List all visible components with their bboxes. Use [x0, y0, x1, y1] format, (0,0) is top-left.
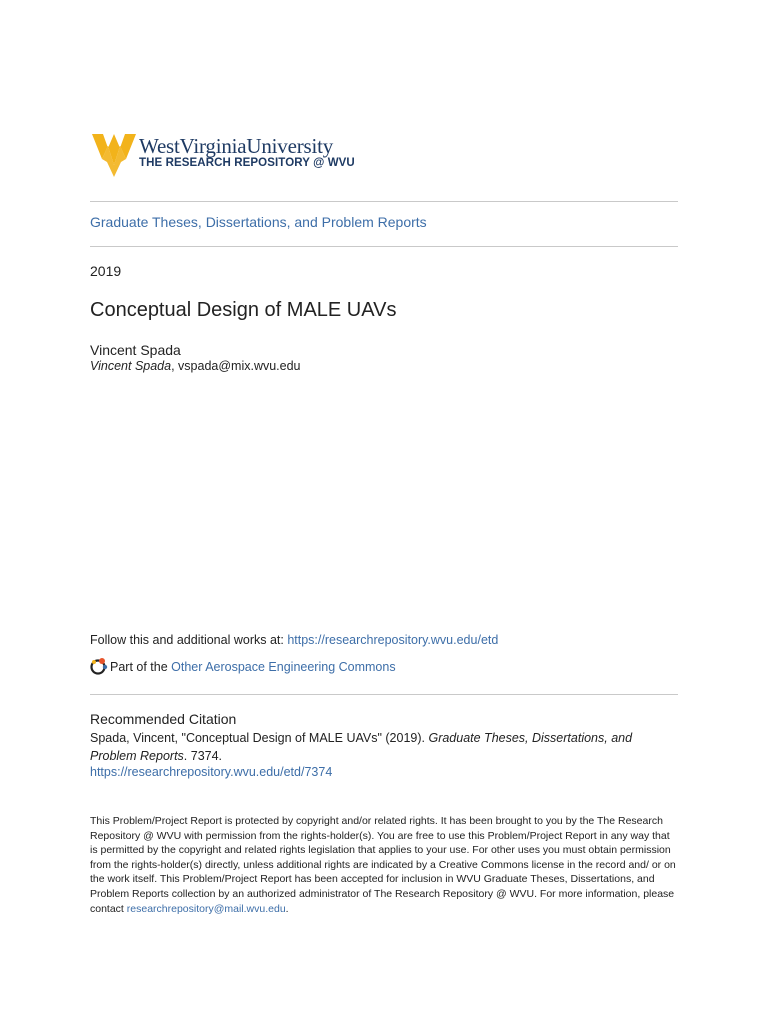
- author-name: Vincent Spada: [90, 342, 181, 358]
- document-title: Conceptual Design of MALE UAVs: [90, 299, 397, 321]
- wvu-logo[interactable]: [91, 131, 371, 181]
- part-of-text: Part of the: [110, 660, 172, 674]
- commons-network-icon: [90, 657, 108, 675]
- citation-plain: Spada, Vincent, "Conceptual Design of MALE UAVs" (2019).: [90, 731, 429, 745]
- rights-notice: [90, 814, 680, 916]
- series-link[interactable]: Graduate Theses, Dissertations, and Problem Reports: [90, 214, 427, 230]
- follow-text: Follow this and additional works at:: [90, 633, 288, 647]
- repository-etd-link[interactable]: https://researchrepository.wvu.edu/etd: [287, 633, 499, 647]
- publication-year: 2019: [90, 263, 122, 279]
- citation-heading: Recommended Citation: [90, 711, 237, 727]
- citation-number: . 7374.: [183, 748, 223, 763]
- commons-link[interactable]: Other Aerospace Engineering Commons: [171, 660, 396, 674]
- notice-text: This Problem/Project Report is protected by copyright and/or related rights. It has been brought to you by the The Research Repository @ WVU with permission from the rights-holder(s). You are free to use this Problem/Project Report in any way that is permitted by the copyright and related rights legislation that applies to your use. For other uses you must obtain permission from the rights-holder(s) directly, unless additional rights are indicated by a Creative Commons license in the record and/ or on the work itself. This Problem/Project Report has been accepted for inclusion in WVU Graduate Theses, Dissertations, and Problem Reports collection by an authorized administrator of The Research Repository @ WVU. For more information, please contact: [90, 815, 676, 915]
- follow-line: [90, 633, 498, 647]
- divider: [90, 694, 678, 695]
- author-contact: [90, 359, 301, 373]
- divider: [90, 201, 678, 202]
- repository-name: THE RESEARCH REPOSITORY @ WVU: [139, 157, 355, 169]
- citation-text: [90, 730, 680, 765]
- contact-email-link[interactable]: researchrepository@mail.wvu.edu: [126, 902, 286, 915]
- author-name-italic: Vincent Spada: [90, 359, 172, 373]
- author-email: , vspada@mix.wvu.edu: [171, 359, 301, 373]
- part-of-line: [90, 657, 396, 677]
- citation-series: Graduate Theses, Dissertations, and Problem Reports: [90, 731, 633, 763]
- wv-flying-logo-icon: [91, 131, 137, 179]
- university-name: WestVirginiaUniversity: [139, 134, 334, 158]
- notice-end: .: [285, 902, 289, 915]
- citation-url[interactable]: https://researchrepository.wvu.edu/etd/7374: [90, 765, 333, 779]
- divider: [90, 246, 678, 247]
